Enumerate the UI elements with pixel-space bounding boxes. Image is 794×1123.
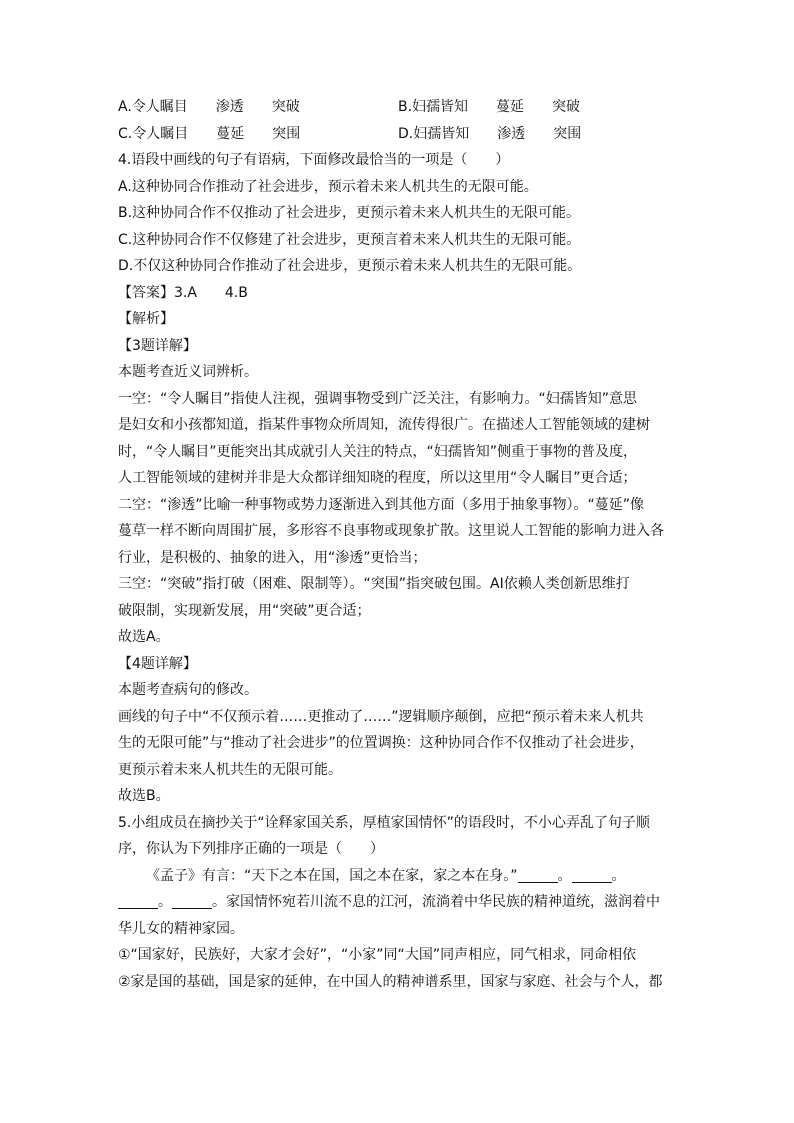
q5-stem-line-1: 5.小组成员在摘抄关于“诠释家国关系，厚植家国情怀”的语段时，不小心弄乱了句子顺 — [118, 814, 650, 831]
q3-detail-line: 蔓草一样不断向周围扩展，多形容不良事物或现象扩散。这里说人工智能的影响力进入各 — [118, 523, 664, 539]
q4-detail-label: 【4题详解】 — [118, 655, 197, 672]
answer-blank — [572, 868, 612, 883]
q3-detail-line: 时，“令人瞩目”更能突出其成就引人关注的特点，“妇孺皆知”侧重于事物的普及度， — [118, 443, 638, 460]
q5-quote: 《孟子》有言：“天下之本在国，国之本在家，家之本在身。” — [146, 867, 518, 884]
q4-option-d: D.不仅这种协同合作推动了社会进步，更预示着未来人机共生的无限可能。 — [118, 258, 582, 274]
q5-item-2: ②家是国的基础，国是家的延伸，在中国人的精神谱系里，国家与家庭、社会与个人，都 — [118, 973, 663, 990]
q5-item-1: ①“国家好，民族好，大家才会好”，“小家”同“大国”同声相应，同气相求，同命相依 — [118, 947, 637, 963]
q5-passage-line-3: 华儿女的精神家园。 — [118, 920, 244, 937]
period: 。 — [557, 867, 572, 884]
q4-detail-line: 画线的句子中“不仅预示着……更推动了……”逻辑顺序颠倒，应把“预示着未来人机共 — [118, 708, 644, 725]
q5-passage-continued: 。家国情怀宛若川流不息的江河，流淌着中华民族的精神道统，滋润着中 — [212, 894, 660, 910]
q3-detail-line: 一空：“令人瞩目”指使人注视，强调事物受到广泛关注，有影响力。“妇孺皆知”意思 — [118, 390, 638, 407]
q4-detail-line: 故选B。 — [118, 788, 170, 804]
q4-detail-line: 生的无限可能”与“推动了社会进步”的位置调换：这种协同合作不仅推动了社会进步， — [118, 735, 644, 751]
answer-blank — [172, 894, 212, 909]
q5-stem-line-2: 序，你认为下列排序正确的一项是（ ） — [118, 841, 384, 857]
q4-detail-line: 本题考查病句的修改。 — [118, 682, 258, 698]
q3-detail-line: 本题考查近义词辨析。 — [118, 364, 258, 380]
q3-detail-line: 行业，是积极的、抽象的进入，用“渗透”更恰当； — [118, 549, 427, 566]
option-a: A.令人瞩目 渗透 突破 — [118, 99, 300, 115]
option-b: B.妇孺皆知 蔓延 突破 — [398, 99, 581, 115]
q4-option-a: A.这种协同合作推动了社会进步，预示着未来人机共生的无限可能。 — [118, 178, 538, 195]
answer-blank — [518, 868, 558, 883]
analysis-label: 【解析】 — [118, 311, 174, 327]
option-c: C.令人瞩目 蔓延 突围 — [118, 125, 301, 142]
q3-detail-line: 三空：“突破”指打破（困难、限制等）。“突围”指突破包围。AI依赖人类创新思维打 — [118, 576, 630, 592]
answer-blank — [118, 894, 158, 909]
q5-passage-line-2 — [118, 889, 678, 916]
q3-options-row-2 — [118, 121, 678, 148]
q4-option-b: B.这种协同合作不仅推动了社会进步，更预示着未来人机共生的无限可能。 — [118, 205, 581, 221]
period: 。 — [611, 867, 626, 884]
document-page — [118, 94, 678, 995]
answer-line: 【答案】3.A 4.B — [118, 284, 248, 301]
q4-stem: 4.语段中画线的句子有语病，下面修改最恰当的一项是（ ） — [118, 152, 510, 168]
q3-options-row-1 — [118, 94, 678, 121]
q5-passage-line-1 — [118, 863, 678, 890]
q3-detail-line: 是妇女和小孩都知道，指某件事物众所周知，流传得很广。在描述人工智能领域的建树 — [118, 417, 650, 433]
q3-detail-label: 【3题详解】 — [118, 337, 197, 354]
q3-detail-line: 破限制，实现新发展，用“突破”更合适； — [118, 602, 371, 619]
period: 。 — [158, 894, 172, 910]
q3-detail-line: 二空：“渗透”比喻一种事物或势力逐渐进入到其他方面（多用于抽象事物）。“蔓延”像 — [118, 496, 645, 513]
q4-option-c: C.这种协同合作不仅修建了社会进步，更预言着未来人机共生的无限可能。 — [118, 231, 581, 248]
q3-detail-line: 故选A。 — [118, 629, 170, 645]
q3-detail-line: 人工智能领域的建树并非是大众都详细知晓的程度，所以这里用“令人瞩目”更合适； — [118, 470, 637, 486]
q4-detail-line: 更预示着未来人机共生的无限可能。 — [118, 761, 342, 778]
option-d: D.妇孺皆知 渗透 突围 — [398, 125, 582, 142]
